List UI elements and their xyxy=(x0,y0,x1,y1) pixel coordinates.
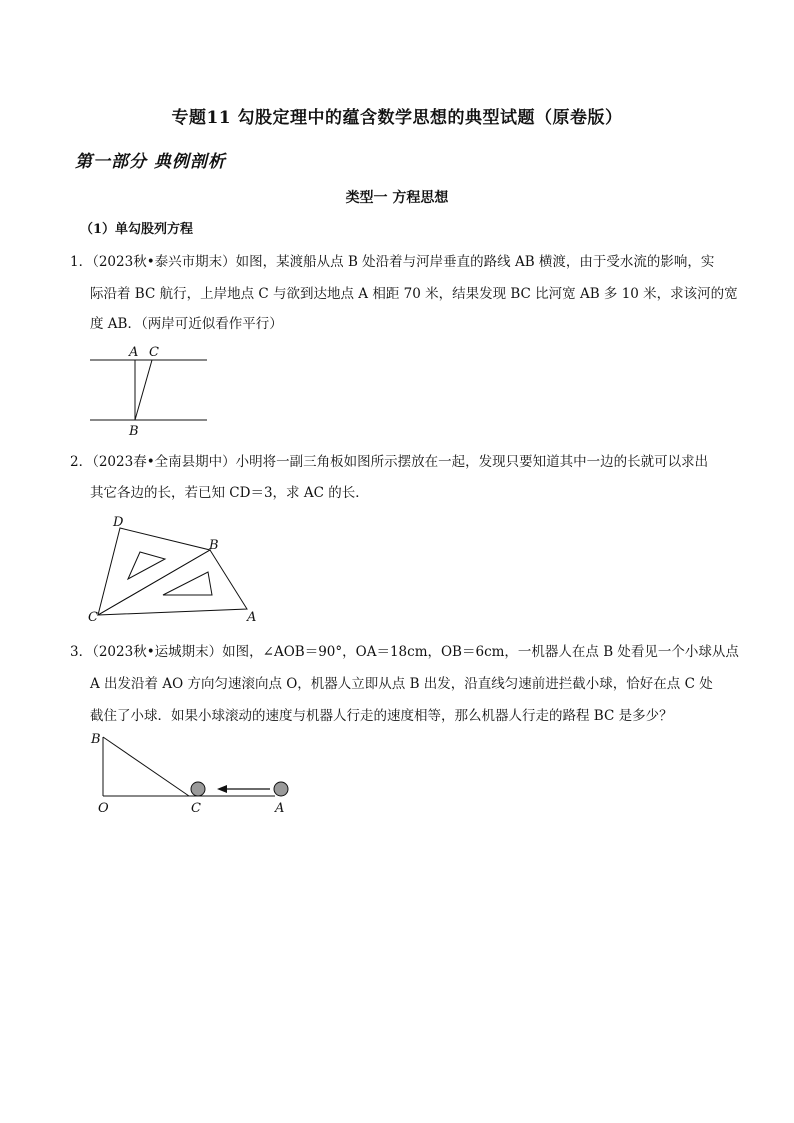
question-2-figure xyxy=(85,512,265,624)
label-c: C xyxy=(191,801,201,816)
question-1-line-1: 1．（2023秋•泰兴市期末）如图，某渡船从点 B 处沿着与河岸垂直的路线 AB 横渡，由于受水流的影响，实 xyxy=(70,254,715,270)
question-1-figure xyxy=(85,340,215,440)
ball-at-c xyxy=(191,782,205,796)
label-b: B xyxy=(91,732,101,747)
segment-bc xyxy=(135,360,152,420)
sub-heading: （1）单勾股列方程 xyxy=(80,222,194,237)
arrow-left-icon xyxy=(217,785,227,793)
question-2-line-1: 2．（2023春•全南县期中）小明将一副三角板如图所示摆放在一起，发现只要知道其中一边的长就可以求出 xyxy=(70,454,709,470)
label-a: A xyxy=(247,610,257,624)
label-c: C xyxy=(149,345,159,360)
ball-at-a xyxy=(274,782,288,796)
question-3-line-1: 3．（2023秋•运城期末）如图，∠AOB＝90°，OA＝18cm，OB＝6cm，一机器人在点 B 处看见一个小球从点 xyxy=(70,644,739,660)
label-d: D xyxy=(113,515,124,530)
part-heading: 第一部分 典例剖析 xyxy=(75,152,226,172)
triangle-cba xyxy=(98,550,247,615)
question-3-figure xyxy=(85,730,305,818)
document-title: 专题11 勾股定理中的蕴含数学思想的典型试题（原卷版） xyxy=(171,108,623,128)
label-o: O xyxy=(98,801,109,816)
segment-bc xyxy=(103,737,189,796)
label-a: A xyxy=(275,801,285,816)
question-1-line-2: 际沿着 BC 航行，上岸地点 C 与欲到达地点 A 相距 70 米，结果发现 BC 比河宽 AB 多 10 米，求该河的宽 xyxy=(90,286,738,302)
inner-cutout-1 xyxy=(128,552,165,579)
inner-cutout-2 xyxy=(163,572,212,595)
label-c: C xyxy=(88,610,98,624)
type-heading: 类型一 方程思想 xyxy=(345,190,449,206)
question-3-line-3: 截住了小球．如果小球滚动的速度与机器人行走的速度相等，那么机器人行走的路程 BC 是多少？ xyxy=(90,708,673,724)
label-b: B xyxy=(209,538,219,553)
question-1-line-3: 度 AB．（两岸可近似看作平行） xyxy=(90,316,283,332)
label-b: B xyxy=(129,424,139,439)
question-3-line-2: A 出发沿着 AO 方向匀速滚向点 O，机器人立即从点 B 出发，沿直线匀速前进拦截小球，恰好在点 C 处 xyxy=(90,676,713,692)
question-2-line-2: 其它各边的长，若已知 CD＝3，求 AC 的长． xyxy=(90,485,369,501)
triangle-cdb xyxy=(98,528,210,615)
label-a: A xyxy=(129,345,139,360)
